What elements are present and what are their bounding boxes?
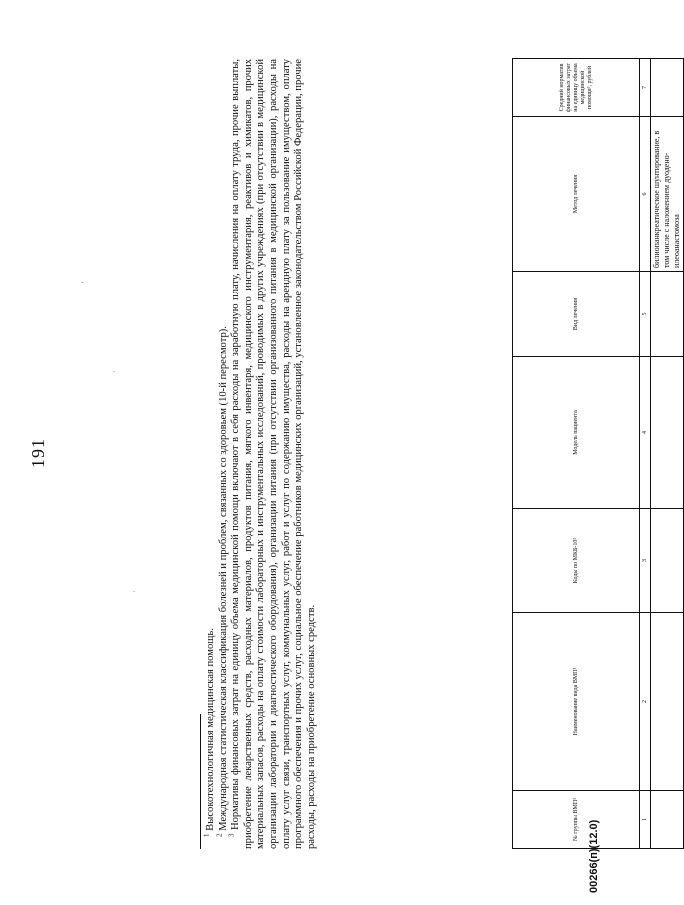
column-number: 6 <box>640 116 651 271</box>
scan-speck: ' <box>80 281 89 283</box>
header-treatment-method: Метод лечения <box>513 116 640 271</box>
header-patient-model: Модель пациента <box>513 356 640 508</box>
footnote-3 <box>227 58 318 849</box>
cell-treatment-method: билиопанкреатическое шунтирование, в том числе с наложением дуодено-илеоанастомоза <box>651 116 684 271</box>
cell-average-cost <box>651 58 684 116</box>
cell-treatment-type <box>651 271 684 356</box>
header-treatment-type: Вид лечения <box>513 271 640 356</box>
column-number: 1 <box>640 790 651 848</box>
cell-patient-model <box>651 356 684 508</box>
column-number: 4 <box>640 356 651 508</box>
footnote-text: Международная статистическая классификация болезней и проблем, связанных со здоровьем (10-й пересмотр). <box>217 325 229 831</box>
footnote-mark: 2 <box>215 833 224 837</box>
footnote-2 <box>215 59 231 849</box>
column-number: 7 <box>640 58 651 116</box>
column-number: 5 <box>640 271 651 356</box>
cell-icd-codes <box>651 508 684 612</box>
footnote-1 <box>202 59 218 849</box>
footnote-mark: 1 <box>202 833 211 837</box>
header-group-number: № группы ВМП¹ <box>513 790 640 848</box>
column-number-row <box>640 58 651 848</box>
footnote-text: Нормативы финансовых затрат на единицу объема медицинской помощи включают в себя расходы на заработную плату, начисления на оплату труда, прочие выплаты, приобретение лекарственных средств, расходных материалов, продуктов питания, мягкого инвентаря, медицинского инструментария, реактивов и химикатов, прочих материальных запасов, расходы на оплату стоимости лабораторных и инструментальных исследований, проводимых в других учреждениях (при отсутствии в медицинской организации лаборатории и диагностического оборудования), организации питания (при отсутствии организованного питания в медицинской организации), расходы на оплату услуг связи, транспортных услуг, коммунальных услуг, работ и услуг по содержанию имущества, расходы на арендную плату за пользование имуществом, оплату программного обеспечения и прочих услуг, социальное обеспечение работников медицинских организаций, установленное законодательством Российской Федерации, прочие расходы, расходы на приобретение основных средств. <box>230 58 317 849</box>
page-number: 191 <box>28 437 48 468</box>
footnotes <box>202 58 318 849</box>
header-average-cost: Средний норматив финансовых затрат на единицу объема медицинской помощи³, рублей <box>513 58 640 116</box>
cell-group-number <box>651 790 684 848</box>
document-code: 00266(п)(12.0) <box>588 819 600 893</box>
scan-speck: · <box>110 369 119 373</box>
header-icd-codes: Коды по МКБ-10² <box>513 508 640 612</box>
scan-speck: · <box>130 589 139 593</box>
rotated-document-page <box>20 13 681 893</box>
footnote-separator <box>200 714 201 849</box>
footnote-text: Высокотехнологичная медицинская помощь. <box>205 627 216 831</box>
column-number: 3 <box>640 508 651 612</box>
cell-vmp-name <box>651 612 684 790</box>
column-number: 2 <box>640 612 651 790</box>
table-row <box>651 58 684 848</box>
table-header-row <box>513 58 640 848</box>
footnote-mark: 3 <box>227 833 236 837</box>
header-vmp-name: Наименование вида ВМП¹ <box>513 612 640 790</box>
